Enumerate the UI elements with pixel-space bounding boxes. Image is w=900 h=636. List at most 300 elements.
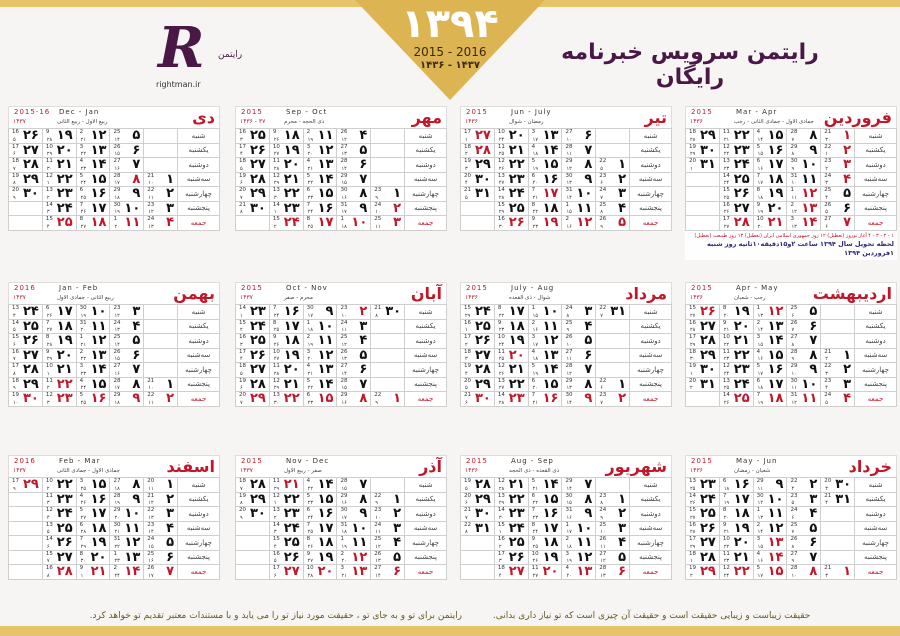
- day-cell[interactable]: [42, 492, 76, 507]
- day-cell[interactable]: [528, 334, 562, 349]
- day-cell[interactable]: [337, 478, 371, 493]
- day-cell[interactable]: [110, 216, 144, 231]
- day-cell[interactable]: [787, 565, 821, 580]
- day-cell[interactable]: [562, 565, 596, 580]
- day-cell[interactable]: [236, 478, 270, 493]
- day-cell[interactable]: [461, 305, 495, 320]
- day-cell[interactable]: [686, 478, 720, 493]
- day-cell[interactable]: [562, 550, 596, 565]
- day-cell[interactable]: [787, 172, 821, 187]
- day-cell[interactable]: [144, 201, 178, 216]
- day-cell[interactable]: [494, 478, 528, 493]
- day-cell[interactable]: [42, 507, 76, 522]
- day-cell[interactable]: [42, 305, 76, 320]
- day-cell[interactable]: [303, 363, 337, 378]
- day-cell[interactable]: [787, 492, 821, 507]
- day-cell[interactable]: [76, 172, 110, 187]
- day-cell[interactable]: [110, 305, 144, 320]
- day-cell[interactable]: [269, 334, 303, 349]
- day-cell[interactable]: [787, 201, 821, 216]
- day-cell[interactable]: [787, 129, 821, 144]
- day-cell[interactable]: [562, 172, 596, 187]
- day-cell[interactable]: [269, 348, 303, 363]
- day-cell[interactable]: [562, 377, 596, 392]
- day-cell[interactable]: [494, 158, 528, 173]
- day-cell[interactable]: [110, 521, 144, 536]
- day-cell[interactable]: [494, 143, 528, 158]
- day-cell[interactable]: [753, 363, 787, 378]
- day-cell[interactable]: [269, 216, 303, 231]
- day-cell[interactable]: [686, 363, 720, 378]
- day-cell[interactable]: [337, 492, 371, 507]
- day-cell[interactable]: [9, 305, 43, 320]
- day-cell[interactable]: [719, 129, 753, 144]
- rightman-logo[interactable]: [150, 15, 260, 95]
- day-cell[interactable]: [236, 348, 270, 363]
- day-cell[interactable]: [236, 392, 270, 407]
- day-cell[interactable]: [753, 377, 787, 392]
- day-cell[interactable]: [371, 507, 405, 522]
- day-cell[interactable]: [461, 143, 495, 158]
- day-cell[interactable]: [144, 521, 178, 536]
- day-cell[interactable]: [528, 565, 562, 580]
- day-cell[interactable]: [719, 319, 753, 334]
- day-cell[interactable]: [303, 305, 337, 320]
- day-cell[interactable]: [9, 129, 43, 144]
- day-cell[interactable]: [42, 536, 76, 551]
- day-cell[interactable]: [562, 129, 596, 144]
- day-cell[interactable]: [821, 377, 855, 392]
- day-cell[interactable]: [753, 143, 787, 158]
- day-cell[interactable]: [528, 129, 562, 144]
- day-cell[interactable]: [269, 129, 303, 144]
- day-cell[interactable]: [753, 172, 787, 187]
- day-cell[interactable]: [461, 492, 495, 507]
- day-cell[interactable]: [528, 187, 562, 202]
- day-cell[interactable]: [719, 201, 753, 216]
- day-cell[interactable]: [753, 550, 787, 565]
- day-cell[interactable]: [686, 129, 720, 144]
- day-cell[interactable]: [719, 216, 753, 231]
- day-cell[interactable]: [528, 143, 562, 158]
- day-cell[interactable]: [719, 550, 753, 565]
- day-cell[interactable]: [787, 319, 821, 334]
- day-cell[interactable]: [110, 187, 144, 202]
- day-cell[interactable]: [787, 363, 821, 378]
- day-cell[interactable]: [821, 392, 855, 407]
- day-cell[interactable]: [303, 334, 337, 349]
- day-cell[interactable]: [371, 492, 405, 507]
- day-cell[interactable]: [528, 305, 562, 320]
- day-cell[interactable]: [269, 305, 303, 320]
- day-cell[interactable]: [686, 507, 720, 522]
- day-cell[interactable]: [461, 334, 495, 349]
- day-cell[interactable]: [821, 363, 855, 378]
- day-cell[interactable]: [528, 521, 562, 536]
- day-cell[interactable]: [596, 187, 630, 202]
- day-cell[interactable]: [303, 536, 337, 551]
- day-cell[interactable]: [76, 334, 110, 349]
- day-cell[interactable]: [596, 507, 630, 522]
- day-cell[interactable]: [562, 319, 596, 334]
- day-cell[interactable]: [76, 129, 110, 144]
- day-cell[interactable]: [110, 172, 144, 187]
- day-cell[interactable]: [528, 216, 562, 231]
- day-cell[interactable]: [787, 536, 821, 551]
- day-cell[interactable]: [337, 565, 371, 580]
- day-cell[interactable]: [371, 201, 405, 216]
- day-cell[interactable]: [719, 507, 753, 522]
- day-cell[interactable]: [596, 172, 630, 187]
- day-cell[interactable]: [753, 187, 787, 202]
- day-cell[interactable]: [144, 565, 178, 580]
- day-cell[interactable]: [371, 565, 405, 580]
- day-cell[interactable]: [753, 348, 787, 363]
- day-cell[interactable]: [461, 478, 495, 493]
- day-cell[interactable]: [787, 305, 821, 320]
- day-cell[interactable]: [596, 550, 630, 565]
- day-cell[interactable]: [269, 521, 303, 536]
- day-cell[interactable]: [337, 348, 371, 363]
- day-cell[interactable]: [110, 492, 144, 507]
- day-cell[interactable]: [719, 158, 753, 173]
- day-cell[interactable]: [562, 216, 596, 231]
- day-cell[interactable]: [719, 348, 753, 363]
- day-cell[interactable]: [269, 363, 303, 378]
- day-cell[interactable]: [686, 158, 720, 173]
- day-cell[interactable]: [494, 348, 528, 363]
- day-cell[interactable]: [9, 348, 43, 363]
- day-cell[interactable]: [719, 334, 753, 349]
- day-cell[interactable]: [494, 172, 528, 187]
- day-cell[interactable]: [787, 187, 821, 202]
- day-cell[interactable]: [686, 348, 720, 363]
- day-cell[interactable]: [76, 319, 110, 334]
- day-cell[interactable]: [76, 507, 110, 522]
- day-cell[interactable]: [821, 158, 855, 173]
- day-cell[interactable]: [753, 507, 787, 522]
- day-cell[interactable]: [753, 319, 787, 334]
- day-cell[interactable]: [461, 172, 495, 187]
- day-cell[interactable]: [144, 492, 178, 507]
- day-cell[interactable]: [337, 392, 371, 407]
- day-cell[interactable]: [42, 129, 76, 144]
- day-cell[interactable]: [144, 216, 178, 231]
- day-cell[interactable]: [110, 158, 144, 173]
- day-cell[interactable]: [719, 172, 753, 187]
- day-cell[interactable]: [494, 187, 528, 202]
- day-cell[interactable]: [110, 550, 144, 565]
- day-cell[interactable]: [9, 172, 43, 187]
- day-cell[interactable]: [753, 305, 787, 320]
- day-cell[interactable]: [76, 492, 110, 507]
- day-cell[interactable]: [42, 216, 76, 231]
- day-cell[interactable]: [42, 201, 76, 216]
- day-cell[interactable]: [461, 507, 495, 522]
- day-cell[interactable]: [494, 392, 528, 407]
- day-cell[interactable]: [110, 363, 144, 378]
- day-cell[interactable]: [821, 143, 855, 158]
- day-cell[interactable]: [528, 536, 562, 551]
- day-cell[interactable]: [9, 377, 43, 392]
- day-cell[interactable]: [753, 478, 787, 493]
- day-cell[interactable]: [371, 305, 405, 320]
- day-cell[interactable]: [461, 377, 495, 392]
- day-cell[interactable]: [494, 334, 528, 349]
- day-cell[interactable]: [303, 377, 337, 392]
- day-cell[interactable]: [371, 521, 405, 536]
- day-cell[interactable]: [719, 187, 753, 202]
- day-cell[interactable]: [494, 201, 528, 216]
- day-cell[interactable]: [144, 478, 178, 493]
- day-cell[interactable]: [719, 363, 753, 378]
- day-cell[interactable]: [236, 492, 270, 507]
- day-cell[interactable]: [596, 521, 630, 536]
- day-cell[interactable]: [236, 201, 270, 216]
- day-cell[interactable]: [787, 158, 821, 173]
- day-cell[interactable]: [821, 129, 855, 144]
- day-cell[interactable]: [596, 201, 630, 216]
- day-cell[interactable]: [719, 305, 753, 320]
- day-cell[interactable]: [9, 392, 43, 407]
- day-cell[interactable]: [596, 392, 630, 407]
- day-cell[interactable]: [9, 143, 43, 158]
- day-cell[interactable]: [236, 377, 270, 392]
- day-cell[interactable]: [562, 507, 596, 522]
- day-cell[interactable]: [562, 201, 596, 216]
- day-cell[interactable]: [76, 187, 110, 202]
- day-cell[interactable]: [686, 319, 720, 334]
- day-cell[interactable]: [562, 492, 596, 507]
- day-cell[interactable]: [337, 216, 371, 231]
- day-cell[interactable]: [110, 334, 144, 349]
- day-cell[interactable]: [562, 521, 596, 536]
- day-cell[interactable]: [144, 507, 178, 522]
- day-cell[interactable]: [337, 377, 371, 392]
- day-cell[interactable]: [562, 478, 596, 493]
- day-cell[interactable]: [787, 550, 821, 565]
- day-cell[interactable]: [110, 143, 144, 158]
- day-cell[interactable]: [337, 143, 371, 158]
- day-cell[interactable]: [719, 565, 753, 580]
- day-cell[interactable]: [821, 216, 855, 231]
- day-cell[interactable]: [110, 478, 144, 493]
- day-cell[interactable]: [821, 492, 855, 507]
- day-cell[interactable]: [144, 550, 178, 565]
- day-cell[interactable]: [753, 536, 787, 551]
- day-cell[interactable]: [686, 334, 720, 349]
- day-cell[interactable]: [562, 536, 596, 551]
- day-cell[interactable]: [461, 521, 495, 536]
- day-cell[interactable]: [303, 201, 337, 216]
- day-cell[interactable]: [821, 348, 855, 363]
- day-cell[interactable]: [110, 129, 144, 144]
- day-cell[interactable]: [461, 392, 495, 407]
- day-cell[interactable]: [787, 334, 821, 349]
- day-cell[interactable]: [42, 348, 76, 363]
- day-cell[interactable]: [337, 521, 371, 536]
- day-cell[interactable]: [110, 565, 144, 580]
- day-cell[interactable]: [719, 492, 753, 507]
- day-cell[interactable]: [303, 478, 337, 493]
- day-cell[interactable]: [686, 143, 720, 158]
- day-cell[interactable]: [303, 348, 337, 363]
- day-cell[interactable]: [753, 129, 787, 144]
- day-cell[interactable]: [562, 143, 596, 158]
- day-cell[interactable]: [303, 319, 337, 334]
- day-cell[interactable]: [337, 319, 371, 334]
- day-cell[interactable]: [494, 550, 528, 565]
- day-cell[interactable]: [461, 129, 495, 144]
- day-cell[interactable]: [494, 492, 528, 507]
- day-cell[interactable]: [42, 187, 76, 202]
- day-cell[interactable]: [9, 334, 43, 349]
- day-cell[interactable]: [528, 348, 562, 363]
- day-cell[interactable]: [596, 565, 630, 580]
- day-cell[interactable]: [528, 158, 562, 173]
- logo-url[interactable]: rightman.ir: [156, 80, 201, 89]
- day-cell[interactable]: [303, 565, 337, 580]
- day-cell[interactable]: [337, 305, 371, 320]
- day-cell[interactable]: [42, 363, 76, 378]
- day-cell[interactable]: [821, 565, 855, 580]
- day-cell[interactable]: [371, 216, 405, 231]
- day-cell[interactable]: [76, 158, 110, 173]
- day-cell[interactable]: [787, 521, 821, 536]
- day-cell[interactable]: [144, 392, 178, 407]
- day-cell[interactable]: [303, 392, 337, 407]
- day-cell[interactable]: [76, 348, 110, 363]
- day-cell[interactable]: [337, 187, 371, 202]
- day-cell[interactable]: [461, 363, 495, 378]
- day-cell[interactable]: [76, 305, 110, 320]
- day-cell[interactable]: [753, 392, 787, 407]
- day-cell[interactable]: [42, 478, 76, 493]
- day-cell[interactable]: [337, 129, 371, 144]
- day-cell[interactable]: [371, 392, 405, 407]
- day-cell[interactable]: [42, 521, 76, 536]
- day-cell[interactable]: [753, 334, 787, 349]
- day-cell[interactable]: [821, 478, 855, 493]
- day-cell[interactable]: [269, 319, 303, 334]
- day-cell[interactable]: [144, 377, 178, 392]
- day-cell[interactable]: [144, 187, 178, 202]
- day-cell[interactable]: [562, 392, 596, 407]
- day-cell[interactable]: [110, 348, 144, 363]
- day-cell[interactable]: [269, 158, 303, 173]
- day-cell[interactable]: [144, 536, 178, 551]
- day-cell[interactable]: [494, 129, 528, 144]
- day-cell[interactable]: [269, 492, 303, 507]
- day-cell[interactable]: [269, 392, 303, 407]
- day-cell[interactable]: [753, 492, 787, 507]
- day-cell[interactable]: [528, 507, 562, 522]
- day-cell[interactable]: [494, 507, 528, 522]
- day-cell[interactable]: [110, 201, 144, 216]
- day-cell[interactable]: [337, 334, 371, 349]
- day-cell[interactable]: [269, 507, 303, 522]
- day-cell[interactable]: [269, 377, 303, 392]
- day-cell[interactable]: [42, 550, 76, 565]
- day-cell[interactable]: [371, 536, 405, 551]
- day-cell[interactable]: [461, 158, 495, 173]
- day-cell[interactable]: [76, 536, 110, 551]
- day-cell[interactable]: [236, 507, 270, 522]
- day-cell[interactable]: [562, 363, 596, 378]
- day-cell[interactable]: [787, 216, 821, 231]
- day-cell[interactable]: [562, 334, 596, 349]
- day-cell[interactable]: [76, 565, 110, 580]
- day-cell[interactable]: [461, 348, 495, 363]
- day-cell[interactable]: [719, 478, 753, 493]
- day-cell[interactable]: [76, 143, 110, 158]
- day-cell[interactable]: [269, 201, 303, 216]
- day-cell[interactable]: [562, 187, 596, 202]
- day-cell[interactable]: [562, 305, 596, 320]
- day-cell[interactable]: [787, 143, 821, 158]
- day-cell[interactable]: [528, 319, 562, 334]
- day-cell[interactable]: [528, 201, 562, 216]
- day-cell[interactable]: [337, 507, 371, 522]
- day-cell[interactable]: [76, 478, 110, 493]
- day-cell[interactable]: [494, 363, 528, 378]
- day-cell[interactable]: [269, 565, 303, 580]
- day-cell[interactable]: [269, 187, 303, 202]
- day-cell[interactable]: [144, 172, 178, 187]
- day-cell[interactable]: [42, 172, 76, 187]
- day-cell[interactable]: [686, 521, 720, 536]
- day-cell[interactable]: [236, 305, 270, 320]
- day-cell[interactable]: [236, 334, 270, 349]
- day-cell[interactable]: [110, 392, 144, 407]
- day-cell[interactable]: [596, 377, 630, 392]
- day-cell[interactable]: [719, 143, 753, 158]
- day-cell[interactable]: [596, 492, 630, 507]
- day-cell[interactable]: [787, 348, 821, 363]
- day-cell[interactable]: [461, 319, 495, 334]
- day-cell[interactable]: [528, 392, 562, 407]
- day-cell[interactable]: [236, 172, 270, 187]
- day-cell[interactable]: [110, 319, 144, 334]
- day-cell[interactable]: [303, 158, 337, 173]
- day-cell[interactable]: [596, 158, 630, 173]
- day-cell[interactable]: [528, 172, 562, 187]
- day-cell[interactable]: [337, 158, 371, 173]
- day-cell[interactable]: [494, 521, 528, 536]
- day-cell[interactable]: [269, 550, 303, 565]
- day-cell[interactable]: [76, 550, 110, 565]
- day-cell[interactable]: [236, 187, 270, 202]
- day-cell[interactable]: [42, 319, 76, 334]
- day-cell[interactable]: [719, 392, 753, 407]
- day-cell[interactable]: [562, 348, 596, 363]
- day-cell[interactable]: [562, 158, 596, 173]
- day-cell[interactable]: [686, 305, 720, 320]
- day-cell[interactable]: [269, 143, 303, 158]
- day-cell[interactable]: [494, 536, 528, 551]
- day-cell[interactable]: [76, 392, 110, 407]
- day-cell[interactable]: [303, 521, 337, 536]
- day-cell[interactable]: [821, 172, 855, 187]
- day-cell[interactable]: [787, 392, 821, 407]
- day-cell[interactable]: [303, 492, 337, 507]
- day-cell[interactable]: [821, 201, 855, 216]
- day-cell[interactable]: [528, 492, 562, 507]
- day-cell[interactable]: [787, 507, 821, 522]
- day-cell[interactable]: [9, 363, 43, 378]
- day-cell[interactable]: [596, 305, 630, 320]
- day-cell[interactable]: [303, 216, 337, 231]
